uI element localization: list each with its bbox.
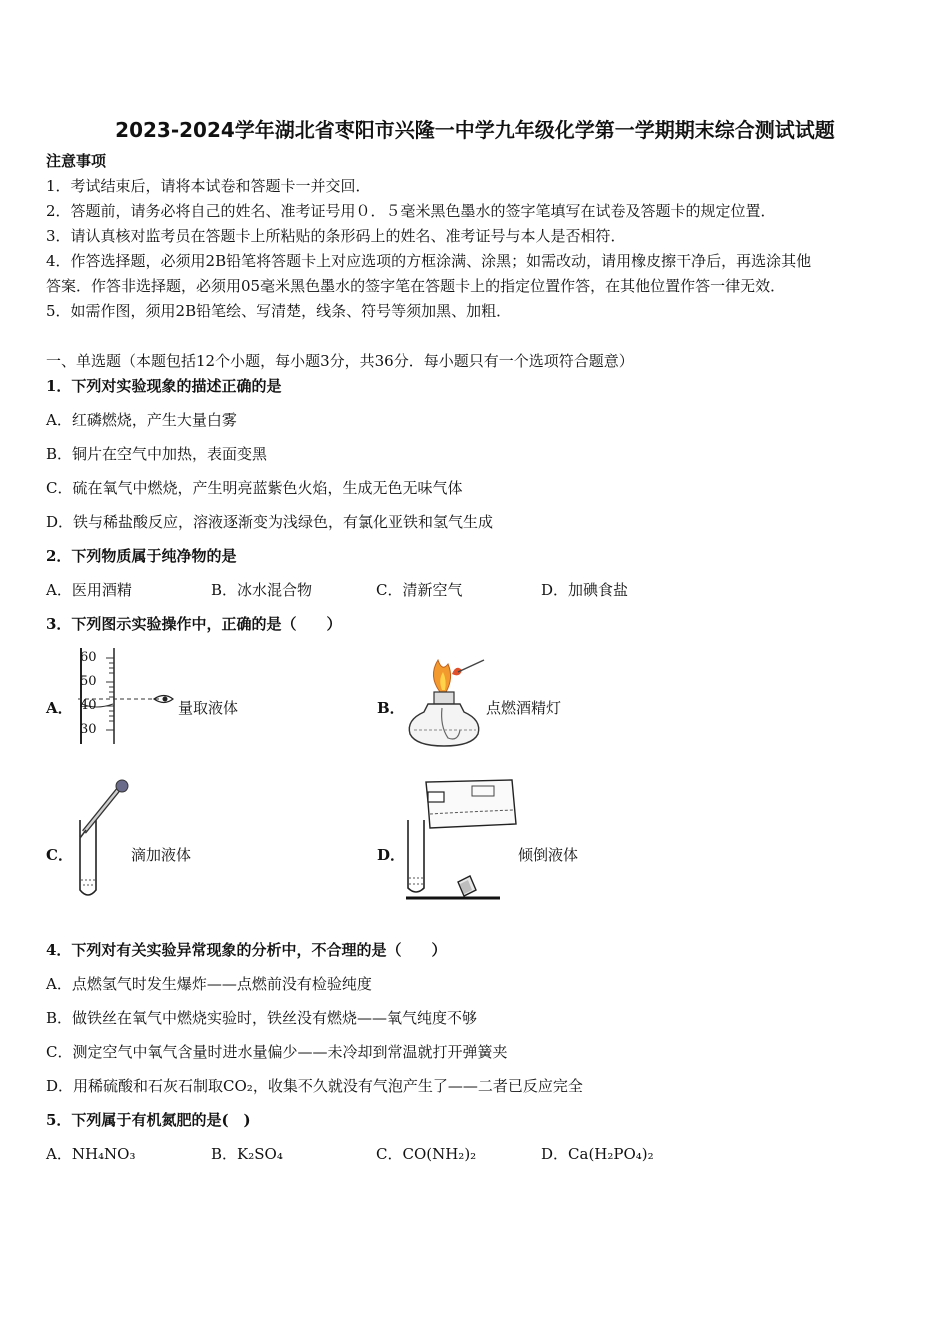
- option-d: D．Ca(H₂PO₄)₂: [541, 1145, 654, 1163]
- option-c: C．硫在氧气中燃烧，产生明亮蓝紫色火焰，生成无色无味气体: [46, 479, 463, 497]
- notice-item: 5．如需作图，须用2B铅笔绘、写清楚，线条、符号等须加黑、加粗．: [46, 302, 512, 320]
- notice-item: 1．考试结束后，请将本试卷和答题卡一并交回．: [46, 177, 371, 195]
- pouring-liquid-figure: [402, 778, 520, 904]
- option-c: C．测定空气中氧气含量时进水量偏少——未冷却到常温就打开弹簧夹: [46, 1043, 508, 1061]
- option-b: B．K₂SO₄: [211, 1145, 283, 1163]
- question-stem: 3．下列图示实验操作中，正确的是（ ）: [46, 615, 342, 633]
- option-c: C．清新空气: [376, 581, 463, 599]
- alcohol-lamp-figure: [402, 650, 488, 750]
- option-d-caption: 倾倒液体: [518, 846, 579, 864]
- option-a: A．医用酒精: [46, 581, 132, 599]
- option-d: D．加碘食盐: [541, 581, 629, 599]
- option-b-letter: B．: [377, 699, 405, 717]
- option-c: C．CO(NH₂)₂: [376, 1145, 477, 1163]
- dropper-test-tube-figure: [72, 776, 134, 902]
- question-stem: 4．下列对有关实验异常现象的分析中，不合理的是（ ）: [46, 941, 447, 959]
- option-d-letter: D．: [377, 846, 406, 864]
- option-a: A．点燃氢气时发生爆炸——点燃前没有检验纯度: [46, 975, 372, 993]
- option-c-caption: 滴加液体: [131, 846, 192, 864]
- tick-label: 40: [80, 698, 97, 713]
- tick-label: 30: [80, 722, 97, 737]
- tick-label: 60: [80, 650, 97, 665]
- notice-item: 答案．作答非选择题，必须用05毫米黑色墨水的签字笔在答题卡上的指定位置作答，在其他位置作答一律无效．: [46, 277, 786, 295]
- notice-item: 3．请认真核对监考员在答题卡上所粘贴的条形码上的姓名、准考证号与本人是否相符．: [46, 227, 626, 245]
- question-stem: 2．下列物质属于纯净物的是: [46, 547, 237, 565]
- option-d: D．铁与稀盐酸反应，溶液逐渐变为浅绿色，有氯化亚铁和氢气生成: [46, 513, 494, 531]
- notice-item: 4．作答选择题，必须用2B铅笔将答题卡上对应选项的方框涂满、涂黑；如需改动，请用橡皮擦干净后，再选涂其他: [46, 252, 812, 270]
- page-title: 2023-2024学年湖北省枣阳市兴隆一中学九年级化学第一学期期末综合测试试题: [115, 118, 835, 142]
- tick-label: 50: [80, 674, 97, 689]
- option-a: A．NH₄NO₃: [46, 1145, 136, 1163]
- options-row: [46, 1144, 846, 1164]
- option-b-caption: 点燃酒精灯: [486, 699, 562, 717]
- options-row: [46, 580, 846, 600]
- option-a: A．红磷燃烧，产生大量白雾: [46, 411, 237, 429]
- option-d: D．用稀硫酸和石灰石制取CO₂，收集不久就没有气泡产生了——二者已反应完全: [46, 1077, 583, 1095]
- question-stem: 5．下列属于有机氮肥的是( ): [46, 1111, 251, 1129]
- notice-heading: 注意事项: [46, 152, 107, 170]
- question-stem: 1．下列对实验现象的描述正确的是: [46, 377, 282, 395]
- option-b: B．铜片在空气中加热，表面变黑: [46, 445, 268, 463]
- notice-item: 2．答题前，请务必将自己的姓名、准考证号用０．５毫米黑色墨水的签字笔填写在试卷及答题卡的规定位置．: [46, 202, 776, 220]
- option-b: B．冰水混合物: [211, 581, 313, 599]
- option-b: B．做铁丝在氧气中燃烧实验时，铁丝没有燃烧——氧气纯度不够: [46, 1009, 478, 1027]
- option-a-caption: 量取液体: [178, 699, 239, 717]
- option-c-letter: C．: [46, 846, 73, 864]
- option-a-letter: A．: [46, 699, 73, 717]
- section-heading: 一、单选题（本题包括12个小题，每小题3分，共36分．每小题只有一个选项符合题意）: [46, 352, 634, 370]
